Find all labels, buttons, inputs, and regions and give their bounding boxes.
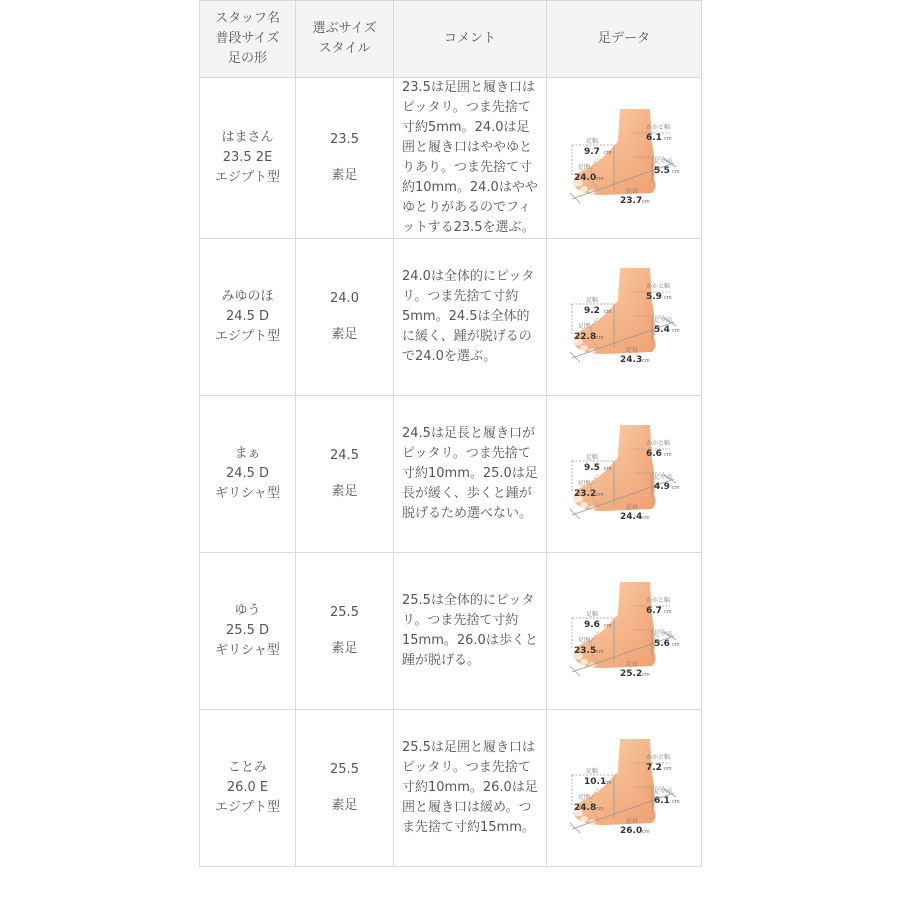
- header-comment: コメント: [394, 1, 547, 78]
- value-heel: 5.9: [646, 292, 662, 302]
- header-size: [296, 1, 394, 78]
- foot-shape: ギリシャ型: [215, 643, 280, 658]
- unit-length: cm: [642, 515, 650, 521]
- staff-name: はまさん: [221, 130, 274, 145]
- staff-name: ゆう: [234, 603, 261, 618]
- comment-cell: 23.5は足囲と履き口はピッタリ。つま先捨て寸約5mm。24.0は足囲と履き口はややゆとりあり。つま先捨て寸約10mm。24.0はややゆとりがあるのでフィットする23.5を選ぶ。: [394, 78, 547, 239]
- value-heel: 6.7: [646, 606, 662, 616]
- usual-size: 23.5 2E: [222, 150, 273, 165]
- usual-size: 24.5 D: [225, 309, 270, 324]
- staff-cell: [200, 553, 296, 710]
- header-size-line: スタイル: [318, 41, 371, 56]
- value-girth: 24.8: [574, 803, 597, 813]
- header-staff-line: 普段サイズ: [215, 31, 280, 46]
- label-girth: 足囲: [578, 164, 591, 171]
- foot-diagram: [564, 103, 684, 213]
- staff-cell: [200, 710, 296, 867]
- value-width: 9.5: [584, 463, 600, 473]
- foot-shape: エジプト型: [214, 329, 280, 344]
- header-size-line: 選ぶサイズ: [312, 21, 377, 36]
- label-heel: かかと幅: [646, 440, 671, 447]
- value-instep: 5.5: [654, 166, 670, 176]
- label-width: 足幅: [586, 297, 599, 304]
- foot-shape: エジプト型: [214, 170, 280, 185]
- foot-data-cell: [547, 553, 702, 710]
- toe-nail: [580, 345, 588, 351]
- label-heel: かかと幅: [646, 754, 671, 761]
- foot-data-cell: [547, 239, 702, 396]
- label-length: 足長: [626, 504, 639, 511]
- usual-size: 26.0 E: [226, 780, 269, 795]
- value-width: 9.7: [584, 147, 600, 157]
- size-comparison-table: [199, 0, 702, 867]
- label-instep: 足甲高: [654, 474, 673, 481]
- table-row: [200, 710, 702, 867]
- header-foot: 足データ: [547, 1, 702, 78]
- value-length: 24.4: [620, 512, 643, 522]
- staff-cell: [200, 78, 296, 239]
- table-row: [200, 239, 702, 396]
- style: 素足: [331, 484, 358, 499]
- label-length: 足長: [626, 818, 639, 825]
- unit-length: cm: [642, 672, 650, 678]
- usual-size: 24.5 D: [225, 466, 270, 481]
- style: 素足: [331, 641, 358, 656]
- unit-width: cm: [604, 623, 612, 629]
- value-instep: 6.1: [654, 796, 670, 806]
- unit-length: cm: [642, 829, 650, 835]
- unit-width: cm: [604, 780, 612, 786]
- toe-nail: [580, 502, 588, 508]
- size-cell: [296, 396, 394, 553]
- value-girth: 22.8: [574, 332, 597, 342]
- label-girth: 足囲: [578, 637, 591, 644]
- style: 素足: [331, 798, 358, 813]
- toe-nail: [580, 186, 588, 192]
- unit-heel: cm: [664, 609, 672, 615]
- value-length: 23.7: [620, 196, 643, 206]
- size-cell: [296, 78, 394, 239]
- style: 素足: [331, 168, 358, 183]
- label-length: 足長: [626, 661, 639, 668]
- unit-heel: cm: [664, 452, 672, 458]
- chosen-size: 25.5: [330, 605, 359, 620]
- unit-instep: cm: [672, 169, 680, 175]
- label-heel: かかと幅: [646, 124, 671, 131]
- foot-data-cell: [547, 396, 702, 553]
- unit-girth: cm: [596, 335, 604, 341]
- unit-heel: cm: [664, 136, 672, 142]
- label-girth: 足囲: [578, 323, 591, 330]
- value-length: 25.2: [620, 669, 643, 679]
- label-girth: 足囲: [578, 794, 591, 801]
- value-girth: 23.2: [574, 489, 597, 499]
- foot-data-cell: [547, 710, 702, 867]
- label-instep: 足甲高: [654, 317, 673, 324]
- table-row: [200, 553, 702, 710]
- toe-nail: [580, 816, 588, 822]
- unit-girth: cm: [596, 806, 604, 812]
- label-length: 足長: [626, 347, 639, 354]
- foot-diagram: [564, 576, 684, 686]
- staff-name: まぁ: [234, 446, 261, 461]
- unit-instep: cm: [672, 799, 680, 805]
- label-girth: 足囲: [578, 480, 591, 487]
- value-girth: 24.0: [574, 173, 597, 183]
- foot-data-cell: [547, 78, 702, 239]
- staff-name: ことみ: [227, 760, 267, 775]
- unit-length: cm: [642, 358, 650, 364]
- table-row: [200, 396, 702, 553]
- foot-diagram: [564, 419, 684, 529]
- size-cell: [296, 239, 394, 396]
- value-instep: 4.9: [654, 482, 670, 492]
- value-girth: 23.5: [574, 646, 597, 656]
- chosen-size: 24.5: [330, 448, 359, 463]
- unit-girth: cm: [596, 492, 604, 498]
- foot-shape: ギリシャ型: [215, 486, 280, 501]
- unit-instep: cm: [672, 328, 680, 334]
- header-staff: [200, 1, 296, 78]
- label-instep: 足甲高: [654, 788, 673, 795]
- label-width: 足幅: [586, 454, 599, 461]
- value-length: 24.3: [620, 355, 643, 365]
- value-width: 10.1: [584, 777, 607, 787]
- label-width: 足幅: [586, 768, 599, 775]
- usual-size: 25.5 D: [225, 623, 270, 638]
- header-staff-line: スタッフ名: [214, 11, 280, 26]
- value-heel: 7.2: [646, 763, 662, 773]
- table-row: [200, 78, 702, 239]
- value-width: 9.6: [584, 620, 600, 630]
- unit-width: cm: [604, 150, 612, 156]
- value-instep: 5.4: [654, 325, 670, 335]
- unit-length: cm: [642, 199, 650, 205]
- foot-diagram: [564, 733, 684, 843]
- label-heel: かかと幅: [646, 597, 671, 604]
- foot-diagram: [564, 262, 684, 372]
- chosen-size: 25.5: [330, 762, 359, 777]
- label-instep: 足甲高: [654, 158, 673, 165]
- unit-width: cm: [604, 466, 612, 472]
- table-header-row: [200, 1, 702, 78]
- unit-girth: cm: [596, 649, 604, 655]
- staff-cell: [200, 239, 296, 396]
- value-instep: 5.6: [654, 639, 670, 649]
- label-instep: 足甲高: [654, 631, 673, 638]
- value-heel: 6.1: [646, 133, 662, 143]
- unit-width: cm: [604, 309, 612, 315]
- size-cell: [296, 710, 394, 867]
- toe-nail: [580, 659, 588, 665]
- label-width: 足幅: [586, 138, 599, 145]
- label-length: 足長: [626, 188, 639, 195]
- unit-heel: cm: [664, 295, 672, 301]
- label-heel: かかと幅: [646, 283, 671, 290]
- unit-heel: cm: [664, 766, 672, 772]
- size-comparison-table-wrapper: [199, 0, 701, 900]
- value-heel: 6.6: [646, 449, 662, 459]
- unit-girth: cm: [596, 176, 604, 182]
- size-cell: [296, 553, 394, 710]
- header-staff-line: 足の形: [227, 51, 267, 66]
- style: 素足: [331, 327, 358, 342]
- staff-name: みゆのほ: [221, 289, 274, 304]
- comment-cell: 24.5は足長と履き口がピッタリ。つま先捨て寸約10mm。25.0は足長が緩く、歩くと踵が脱げるため選べない。: [394, 396, 547, 553]
- foot-shape: エジプト型: [214, 800, 280, 815]
- comment-cell: 24.0は全体的にピッタリ。つま先捨て寸約5mm。24.5は全体的に緩く、踵が脱げるので24.0を選ぶ。: [394, 239, 547, 396]
- comment-cell: 25.5は足囲と履き口はピッタリ。つま先捨て寸約10mm。26.0は足囲と履き口は緩め。つま先捨て寸約15mm。: [394, 710, 547, 867]
- value-width: 9.2: [584, 306, 600, 316]
- unit-instep: cm: [672, 642, 680, 648]
- chosen-size: 24.0: [330, 291, 359, 306]
- value-length: 26.0: [620, 826, 643, 836]
- staff-cell: [200, 396, 296, 553]
- comment-cell: 25.5は全体的にピッタリ。つま先捨て寸約15mm。26.0は歩くと踵が脱げる。: [394, 553, 547, 710]
- unit-instep: cm: [672, 485, 680, 491]
- chosen-size: 23.5: [330, 132, 359, 147]
- label-width: 足幅: [586, 611, 599, 618]
